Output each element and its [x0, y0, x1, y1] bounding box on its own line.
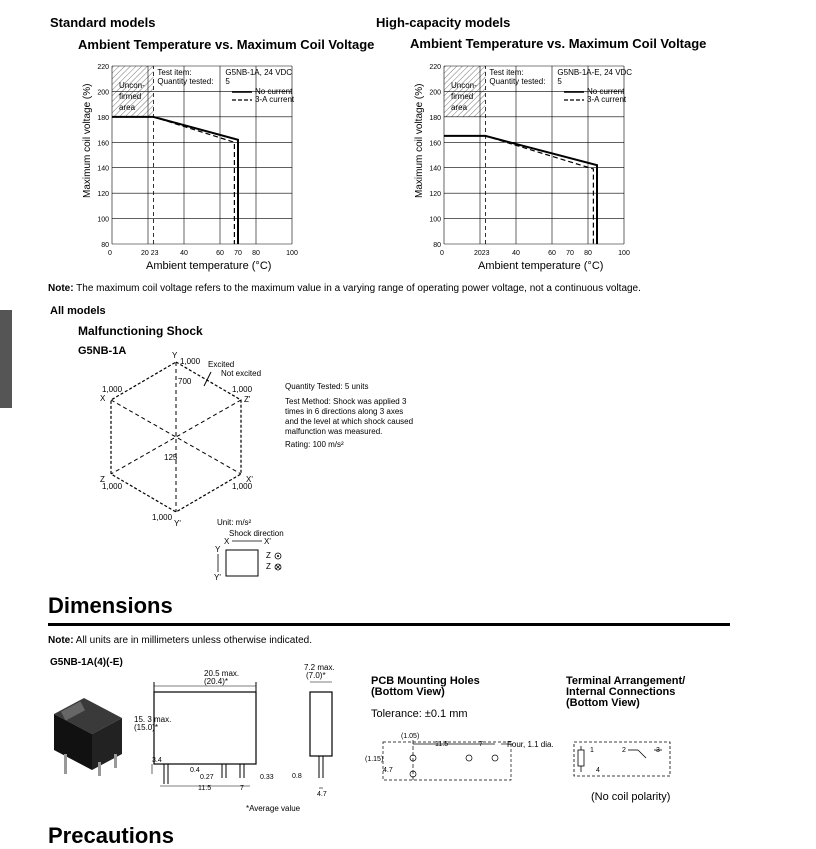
leader-line: [204, 372, 211, 386]
z-left-label: Z: [100, 475, 105, 484]
shock-direction-label: Shock direction: [229, 529, 284, 538]
std-chart: [76, 58, 366, 276]
dim-0-8: 0.8: [292, 773, 302, 780]
x-tick-label: 80: [584, 250, 592, 257]
dim-width: 20.5 max.: [204, 669, 240, 678]
y-tick-label: 220: [97, 64, 109, 71]
legend-3a-current: 3-A current: [255, 95, 295, 104]
x-right-value: 1,000: [232, 482, 253, 491]
note-text: The maximum coil voltage refers to the maximum value in a varying range of operating power voltage, not a continuous voltage.: [73, 283, 641, 294]
legend-no-current: No current: [255, 87, 293, 96]
all-models-heading: All models: [50, 305, 106, 317]
x-tick-label: 0: [440, 250, 444, 257]
dir-x-prime: X': [264, 537, 271, 546]
y-bottom-value: 1,000: [152, 513, 173, 522]
dim-0-4: 0.4: [190, 767, 200, 774]
hc-chart-title: Ambient Temperature vs. Maximum Coil Voltage: [410, 36, 707, 51]
dim-3-4: 3.4: [152, 757, 162, 764]
y-tick-label: 120: [429, 191, 441, 199]
x-tick-label: 100: [286, 250, 298, 257]
std-chart-title: Ambient Temperature vs. Maximum Coil Voltage: [78, 37, 375, 52]
shock-title: Malfunctioning Shock: [78, 324, 203, 338]
dim-0-33: 0.33: [260, 774, 274, 781]
z-left-value: 1,000: [102, 482, 123, 491]
dir-z: Z: [266, 551, 271, 560]
legend-3a-current: 3-A current: [587, 95, 627, 104]
precautions-title: Precautions: [48, 823, 174, 848]
side-view-drawing: [290, 660, 340, 798]
coil-polarity-note: (No coil polarity): [591, 791, 671, 803]
side-tab: [0, 310, 12, 408]
x-tick-label: 60: [548, 250, 556, 257]
y-tick-label: 200: [429, 89, 441, 97]
y-tick-label: 140: [429, 165, 441, 173]
pcb-title-line1: PCB Mounting Holes: [371, 675, 480, 687]
pcb-11-5: 11.5: [435, 741, 449, 748]
pcb-1-15: (1.15): [365, 756, 384, 763]
y-tick-label: 140: [97, 165, 109, 173]
note-label: Note:: [48, 635, 74, 646]
terminal-title: [566, 676, 685, 709]
pcb-7: 7: [479, 741, 483, 748]
pcb-four-holes: Four, 1.1 dia.: [507, 740, 554, 749]
terminal-title-line3: (Bottom View): [566, 697, 640, 709]
shock-info: [285, 382, 413, 450]
y-tick-label: 100: [429, 216, 441, 224]
x-right-label: X': [246, 475, 253, 484]
dim-0-27: 0.27: [200, 774, 214, 781]
info-line: times in 6 directions along 3 axes: [285, 407, 404, 416]
dir-x: X: [224, 537, 230, 546]
terminal-1: 1: [590, 747, 594, 754]
hc-x-axis-label: Ambient temperature (°C): [478, 260, 604, 272]
unconfirmed-label: Uncon-: [451, 81, 477, 90]
pcb-tolerance: Tolerance: ±0.1 mm: [371, 708, 468, 720]
dim-height: 15. 3 max.: [134, 715, 172, 724]
dim-height-avg: (15.0)*: [134, 723, 159, 732]
x-tick-label: 100: [618, 250, 630, 257]
y-tick-label: 180: [429, 114, 441, 122]
x-tick-label: 2023: [474, 250, 490, 257]
test-item-value: G5NB-1A, 24 VDC: [225, 68, 293, 77]
std-x-axis-label: Ambient temperature (°C): [146, 260, 272, 272]
quantity-value: 5: [557, 77, 562, 86]
y-tick-label: 160: [97, 140, 109, 148]
y-tick-label: 220: [429, 64, 441, 71]
series-line-3a-current: [112, 117, 234, 244]
info-line: Quantity Tested: 5 units: [285, 382, 369, 391]
dim-depth: 7.2 max.: [304, 663, 335, 672]
terminal-diagram: [566, 736, 676, 782]
value-700: 700: [178, 377, 192, 386]
terminal-title-line1: Terminal Arrangement/: [566, 675, 686, 687]
x-tick-label: 40: [512, 250, 520, 257]
shock-diagram: [96, 350, 286, 528]
hc-chart: [408, 58, 698, 276]
dimension-model: G5NB-1A(4)(-E): [50, 657, 123, 668]
unconfirmed-label: area: [451, 103, 468, 112]
test-item-label: Test item:: [489, 68, 524, 77]
terminal-3: 3: [656, 747, 660, 754]
x-tick-label: 80: [252, 250, 260, 257]
note-text: All units are in millimeters unless otherwise indicated.: [73, 635, 312, 646]
x-tick-label: 40: [180, 250, 188, 257]
coil-voltage-note: [48, 283, 641, 294]
z-right-label: Z': [244, 395, 251, 404]
hc-plot-area: [429, 64, 632, 257]
z-right-value: 1,000: [232, 385, 253, 394]
y-tick-label: 80: [101, 242, 109, 249]
quantity-label: Quantity tested:: [157, 77, 214, 86]
dir-z-prime: Z: [266, 562, 271, 571]
terminal-title-line2: Internal Connections: [566, 686, 676, 698]
y-tick-label: 160: [429, 140, 441, 148]
info-line: Rating: 100 m/s²: [285, 440, 344, 449]
y-tick-label: 200: [97, 89, 109, 97]
excited-label: Excited: [208, 360, 235, 369]
unconfirmed-label: firmed: [119, 92, 142, 101]
high-capacity-heading: High-capacity models: [376, 15, 511, 30]
front-view-drawing: [130, 666, 300, 796]
not-excited-label: Not excited: [221, 369, 262, 378]
pcb-1-05: (1.05): [401, 733, 420, 740]
x-tick-label: 60: [216, 250, 224, 257]
y-tick-label: 80: [433, 242, 441, 249]
shock-model: G5NB-1A: [78, 345, 127, 357]
dim-width-avg: (20.4)*: [204, 677, 229, 686]
std-y-axis-label: Maximum coil voltage (%): [82, 83, 93, 198]
y-tick-label: 100: [97, 216, 109, 224]
unconfirmed-label: area: [119, 103, 136, 112]
pcb-4-7: 4.7: [383, 767, 393, 774]
hc-y-axis-label: Maximum coil voltage (%): [414, 83, 425, 198]
dim-depth-avg: (7.0)*: [306, 671, 326, 680]
dimensions-title: Dimensions: [48, 593, 173, 618]
y-tick-label: 180: [97, 114, 109, 122]
test-item-value: G5NB-1A-E, 24 VDC: [557, 68, 633, 77]
x-left-label: X: [100, 394, 106, 403]
note-label: Note:: [48, 283, 74, 294]
quantity-label: Quantity tested:: [489, 77, 546, 86]
x-tick-label: 70: [566, 250, 574, 257]
y-top-label: Y: [172, 351, 178, 360]
y-top-value: 1,000: [180, 357, 201, 366]
dimensions-note: [48, 635, 312, 646]
series-line-no-current: [444, 136, 597, 244]
pcb-title-line2: (Bottom View): [371, 686, 445, 698]
x-tick-label: 70: [234, 250, 242, 257]
y-tick-label: 120: [97, 191, 109, 199]
standard-models-heading: Standard models: [50, 15, 156, 30]
x-tick-label: 0: [108, 250, 112, 257]
dim-4-7: 4.7: [317, 791, 327, 798]
legend-no-current: No current: [587, 87, 625, 96]
terminal-4: 4: [596, 767, 600, 774]
terminal-2: 2: [622, 747, 626, 754]
info-line: Test Method: Shock was applied 3: [285, 397, 407, 406]
relay-photo: [50, 692, 126, 782]
info-line: malfunction was measured.: [285, 427, 383, 436]
dim-11-5: 11.5: [198, 785, 212, 792]
dir-y-prime: Y': [214, 573, 221, 582]
series-line-3a-current: [444, 136, 593, 244]
info-line: and the level at which shock caused: [285, 417, 414, 426]
unconfirmed-label: firmed: [451, 92, 474, 101]
y-bottom-label: Y': [174, 519, 181, 528]
value-125: 125: [164, 453, 178, 462]
dim-7: 7: [240, 785, 244, 792]
unconfirmed-label: Uncon-: [119, 81, 145, 90]
x-left-value: 1,000: [102, 385, 123, 394]
shock-direction-figure: [210, 536, 290, 582]
x-tick-label: 20 23: [141, 250, 159, 257]
pcb-holes-drawing: [365, 730, 565, 786]
pcb-title: [371, 676, 480, 698]
dir-y: Y: [215, 545, 221, 554]
relay-body-front: [154, 692, 256, 764]
std-plot-area: [97, 64, 298, 257]
unit-label: Unit: m/s²: [217, 518, 252, 527]
quantity-value: 5: [225, 77, 230, 86]
series-line-no-current: [112, 117, 238, 244]
average-value-note: *Average value: [246, 804, 301, 813]
test-item-label: Test item:: [157, 68, 192, 77]
dimensions-rule: [48, 623, 730, 626]
